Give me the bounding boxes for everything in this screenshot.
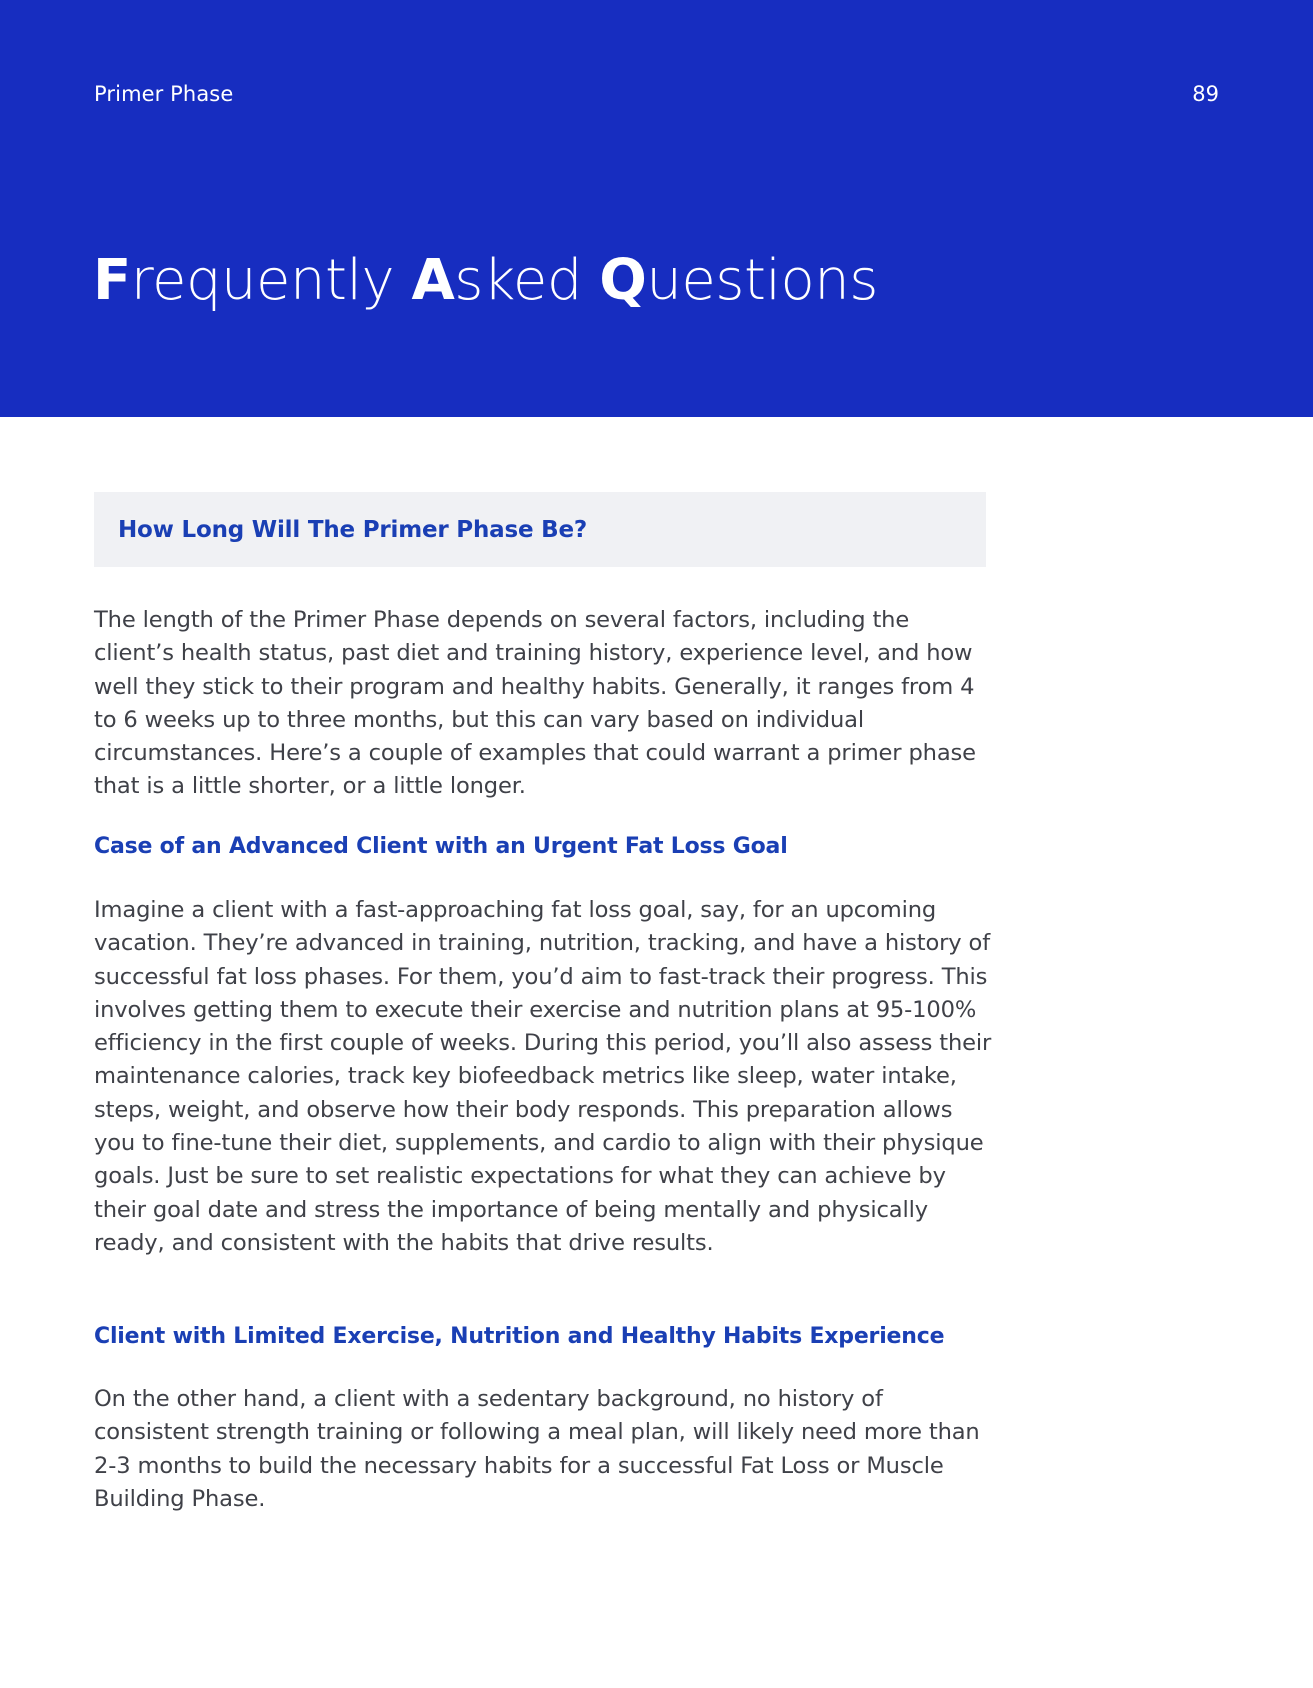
- case-paragraph-advanced: Imagine a client with a fast-approaching fat loss goal, say, for an upcoming vacation. They’re advanced in training, nutrition, tracking, and have a history of successful fat loss phases. For them, you’d aim to fast-track their progress. This involves getting them to execute their exercise and nutrition plans at 95-100% efficiency in the first couple of weeks. During this period, you’ll also assess their maintenance calories, track key biofeedback metrics like sleep, water intake, steps, weight, and observe how their body responds. This preparation allows you to fine-tune their diet, supplements, and cardio to align with their physique goals. Just be sure to set realistic expectations for what they can achieve by their goal date and stress the importance of being mentally and physically ready, and consistent with the habits that drive results.: [94, 897, 992, 1256]
- page-number: 89: [1192, 82, 1219, 106]
- title-rest-a: sked: [454, 248, 600, 313]
- title-rest-f: requently: [130, 248, 412, 313]
- title-initial-a: A: [411, 248, 455, 313]
- case-heading-limited: Client with Limited Exercise, Nutrition and Healthy Habits Experience: [94, 1324, 945, 1349]
- question-box: [94, 492, 986, 567]
- question-title: How Long Will The Primer Phase Be?: [118, 516, 588, 543]
- intro-paragraph: The length of the Primer Phase depends on several factors, including the client’s health status, past diet and training history, experience level, and how well they stick to their program and healthy habits. Generally, it ranges from 4 to 6 weeks up to three months, but this can vary based on individual circumstances. Here’s a couple of examples that could warrant a primer phase that is a little shorter, or a little longer.: [94, 607, 976, 800]
- running-title: Primer Phase: [94, 82, 234, 106]
- title-initial-q: Q: [599, 248, 647, 313]
- case-heading-advanced: Case of an Advanced Client with an Urgent Fat Loss Goal: [94, 834, 788, 859]
- header-band: [0, 0, 1313, 417]
- title-initial-f: F: [93, 248, 131, 313]
- case-paragraph-limited: On the other hand, a client with a sedentary background, no history of consistent strength training or following a meal plan, will likely need more than 2-3 months to build the necessary habits for a successful Fat Loss or Muscle Building Phase.: [94, 1386, 980, 1512]
- page-title: [93, 246, 878, 316]
- title-rest-q: uestions: [646, 248, 878, 313]
